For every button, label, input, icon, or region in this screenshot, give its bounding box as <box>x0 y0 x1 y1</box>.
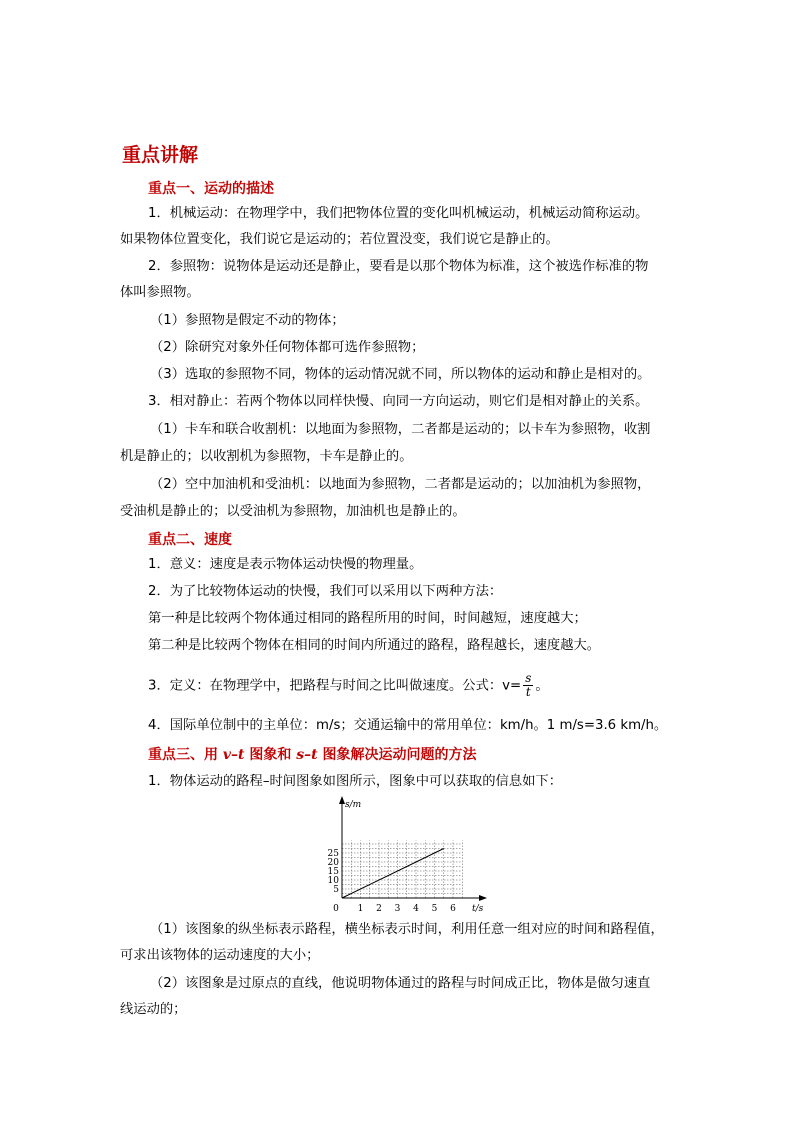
y-tick-label: 25 <box>327 849 339 859</box>
point2-heading: 重点二、速度 <box>148 532 232 548</box>
y-tick-label: 20 <box>327 858 339 868</box>
formula-denominator: t <box>525 685 531 699</box>
y-tick-label: 10 <box>327 876 339 886</box>
p2-method2: 第二种是比较两个物体在相同的时间内所通过的路程，路程越长，速度越大。 <box>148 638 601 653</box>
section-title: 重点讲解 <box>122 144 199 166</box>
p1-ex2a: （2）空中加油机和受油机：以地面为参照物，二者都是运动的；以加油机为参照物， <box>150 477 651 492</box>
s-t-graph <box>320 795 520 920</box>
y-tick-label: 15 <box>327 867 339 877</box>
p1-line1b: 如果物体位置变化，我们说它是运动的；若位置没变，我们说它是静止的。 <box>120 232 559 247</box>
p3-note1a: （1）该图象的纵坐标表示路程，横坐标表示时间，利用任意一组对应的时间和路程值， <box>150 922 664 937</box>
speed-formula-fraction <box>523 672 533 699</box>
p2-line4: 4．国际单位制中的主单位：m/s；交通运输中的常用单位：km/h。1 m/s=3.6 km/h。 <box>148 718 668 733</box>
point3-heading-b: 图象和 <box>244 747 297 763</box>
point3-heading-st: s–t <box>296 747 318 763</box>
p1-line2b: 体叫参照物。 <box>120 285 200 300</box>
x-tick-label: 0 <box>333 904 339 914</box>
p3-line1: 1．物体运动的路程–时间图象如图所示，图象中可以获取的信息如下： <box>148 774 563 789</box>
y-tick-label: 5 <box>333 885 339 895</box>
p1-line2a: 2．参照物：说物体是运动还是静止，要看是以那个物体为标准，这个被选作标准的物 <box>148 259 649 274</box>
y-axis-label: s/m <box>345 800 362 810</box>
formula-numerator: s <box>525 671 532 685</box>
x-axis-arrow <box>479 895 487 901</box>
x-tick-label: 3 <box>394 904 401 914</box>
x-axis-label: t/s <box>472 904 484 914</box>
p3-note1b: 可求出该物体的运动速度的大小； <box>120 948 320 963</box>
point3-heading-c: 图象解决运动问题的方法 <box>317 747 477 763</box>
p3-note2a: （2）该图象是过原点的直线，他说明物体通过的路程与时间成正比，物体是做匀速直 <box>150 976 651 991</box>
p3-note2b: 线运动的； <box>120 1002 187 1017</box>
p1-ex2b: 受油机是静止的；以受油机为参照物，加油机也是静止的。 <box>120 504 466 519</box>
point1-heading: 重点一、运动的描述 <box>148 181 274 197</box>
p1-line3: 3．相对静止：若两个物体以同样快慢、向同一方向运动，则它们是相对静止的关系。 <box>148 394 649 409</box>
p1-line1a: 1．机械运动：在物理学中，我们把物体位置的变化叫机械运动，机械运动简称运动。 <box>148 206 649 221</box>
x-tick-label: 4 <box>413 904 419 914</box>
point3-heading-a: 重点三、用 <box>148 747 223 763</box>
point3-heading-vt: v–t <box>222 747 245 763</box>
x-tick-label: 1 <box>357 904 364 914</box>
p2-method1: 第一种是比较两个物体通过相同的路程所用的时间，时间越短，速度越大； <box>148 611 587 626</box>
p1-ex1b: 机是静止的；以收割机为参照物，卡车是静止的。 <box>120 449 413 464</box>
x-tick-label: 2 <box>376 904 382 914</box>
series-line <box>342 849 444 899</box>
x-tick-label: 6 <box>450 904 456 914</box>
p2-line1: 1．意义：速度是表示物体运动快慢的物理量。 <box>148 557 423 572</box>
p2-line3-suffix: 。 <box>535 678 549 694</box>
point3-heading <box>148 744 476 764</box>
x-tick-label: 5 <box>431 904 438 914</box>
p1-sub3: （3）选取的参照物不同，物体的运动情况就不同，所以物体的运动和静止是相对的。 <box>150 367 651 382</box>
p2-line2: 2．为了比较物体运动的快慢，我们可以采用以下两种方法： <box>148 584 503 599</box>
p2-line3 <box>148 672 549 699</box>
p1-ex1a: （1）卡车和联合收割机：以地面为参照物，二者都是运动的；以卡车为参照物，收割 <box>150 422 651 437</box>
p1-sub2: （2）除研究对象外任何物体都可选作参照物； <box>150 340 425 355</box>
p2-line3-prefix: 3．定义：在物理学中，把路程与时间之比叫做速度。公式：v= <box>148 678 522 694</box>
p1-sub1: （1）参照物是假定不动的物体； <box>150 313 345 328</box>
